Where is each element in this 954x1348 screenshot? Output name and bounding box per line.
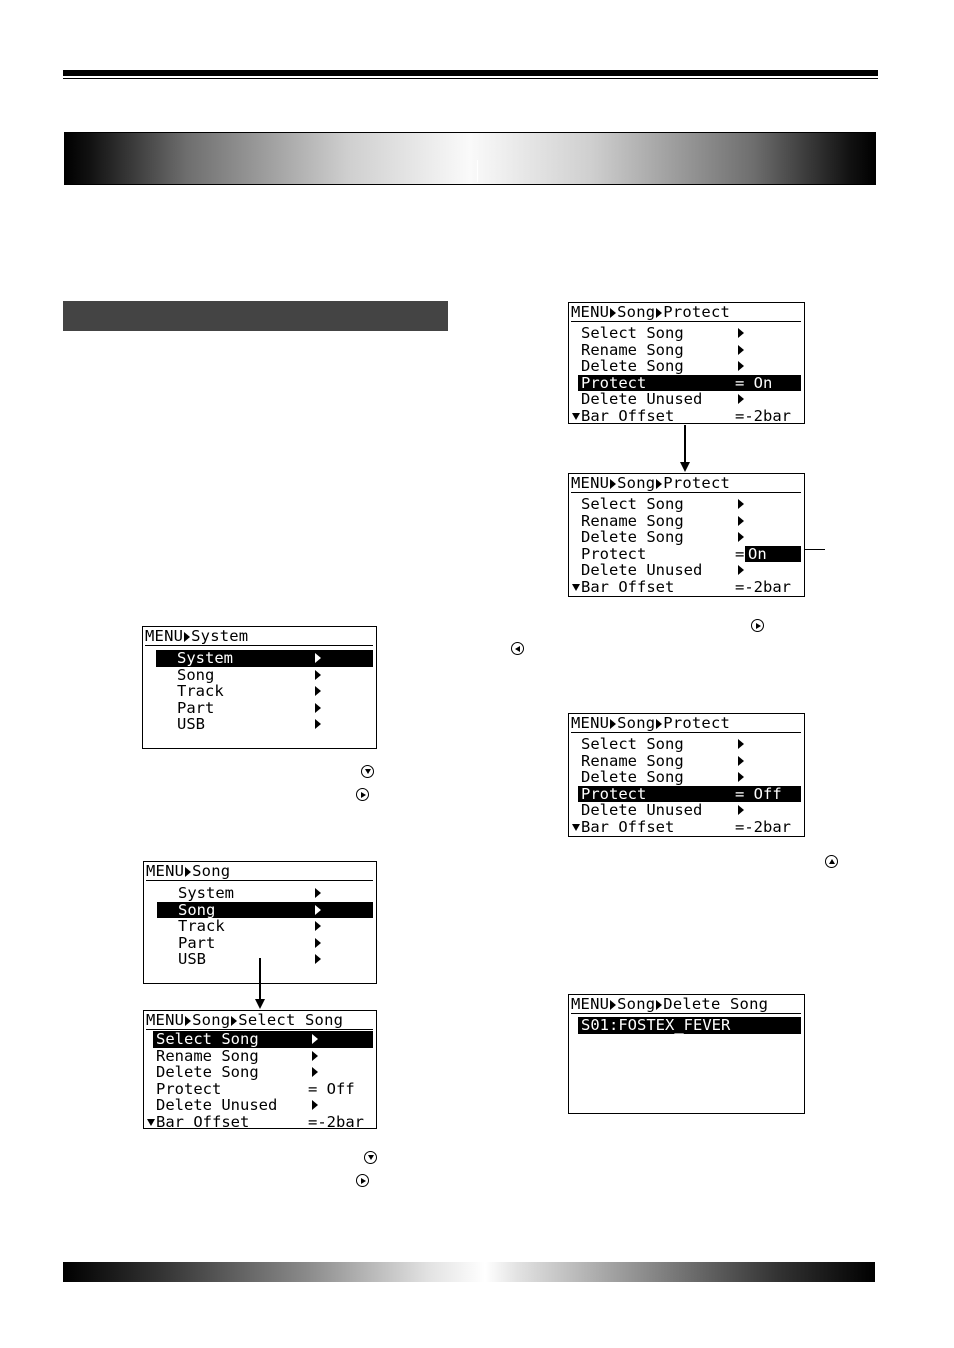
menu-item-label: Select Song — [581, 735, 684, 753]
path-separator-icon — [185, 867, 191, 877]
path-separator-icon — [656, 308, 662, 318]
menu-item-label: Part — [177, 698, 215, 717]
path-menu: MENU — [571, 303, 610, 322]
menu-item-track[interactable] — [156, 683, 373, 700]
menu-item-delete-song[interactable] — [578, 769, 801, 786]
menu-item-label: Song — [178, 900, 216, 919]
menu-item-label: Part — [178, 933, 216, 952]
menu-item-protect[interactable] — [578, 375, 801, 392]
lcd-header — [571, 996, 801, 1014]
menu-item-system[interactable] — [157, 885, 373, 902]
lcd-protect-edit-on — [568, 473, 805, 597]
menu-item-rename-song[interactable] — [153, 1048, 373, 1065]
menu-item-label: Select Song — [156, 1030, 259, 1048]
menu-item-delete-unused[interactable] — [578, 562, 801, 579]
menu-item-delete-unused[interactable] — [578, 802, 801, 819]
right-button-icon — [751, 619, 764, 632]
menu-item-usb[interactable] — [156, 716, 373, 733]
submenu-arrow-icon — [315, 954, 321, 964]
lcd-system-menu — [142, 626, 377, 749]
menu-item-label: Select Song — [581, 495, 684, 513]
menu-item-bar-offset[interactable] — [147, 1114, 373, 1131]
menu-item-label: Protect — [581, 544, 647, 563]
lcd-header — [146, 863, 373, 881]
bar-offset-value: =-2bar — [735, 406, 791, 425]
menu-item-label: Track — [177, 682, 224, 701]
menu-item-rename-song[interactable] — [578, 342, 801, 359]
menu-item-select-song[interactable] — [578, 325, 801, 342]
menu-item-label: USB — [178, 950, 206, 969]
section-heading-bar — [63, 301, 448, 331]
menu-item-delete-unused[interactable] — [578, 391, 801, 408]
menu-item-label: Delete Unused — [581, 390, 703, 409]
menu-item-label: Delete Song — [581, 357, 684, 376]
lcd-header — [571, 304, 801, 322]
banner-divider — [477, 160, 478, 182]
path-separator-icon — [656, 719, 662, 729]
menu-item-label: Track — [178, 917, 225, 936]
bar-offset-value: =-2bar — [735, 577, 791, 596]
path-menu: MENU — [145, 627, 184, 646]
path-separator-icon — [610, 719, 616, 729]
protect-value: = On — [735, 373, 773, 392]
path-delete-song: Delete Song — [663, 995, 769, 1014]
menu-item-label: Rename Song — [581, 751, 684, 770]
submenu-arrow-icon — [738, 756, 744, 766]
footer-bar — [63, 1262, 875, 1282]
submenu-arrow-icon — [315, 938, 321, 948]
down-button-icon — [361, 765, 374, 778]
menu-item-song[interactable] — [156, 667, 373, 684]
path-separator-icon — [610, 479, 616, 489]
scroll-down-icon — [572, 413, 580, 420]
flow-arrow-line — [259, 958, 261, 1000]
lcd-delete-song — [568, 994, 805, 1114]
scroll-down-icon — [572, 824, 580, 831]
bar-offset-value: =-2bar — [308, 1112, 364, 1131]
path-protect: Protect — [663, 303, 731, 322]
right-button-icon — [356, 788, 369, 801]
path-separator-icon — [231, 1016, 237, 1026]
lcd-header — [146, 1012, 373, 1030]
menu-item-rename-song[interactable] — [578, 513, 801, 530]
menu-item-label: Bar Offset — [581, 406, 675, 425]
left-button-icon — [511, 642, 524, 655]
top-rule — [63, 70, 878, 76]
protect-value-editing[interactable]: On — [745, 546, 801, 563]
menu-item-label: Protect — [581, 373, 647, 392]
protect-equals: = — [735, 544, 745, 563]
submenu-arrow-icon — [738, 394, 744, 404]
submenu-arrow-icon — [312, 1067, 318, 1077]
submenu-arrow-icon — [738, 516, 744, 526]
submenu-arrow-icon — [312, 1100, 318, 1110]
menu-item-delete-song[interactable] — [578, 529, 801, 546]
menu-item-usb[interactable] — [157, 951, 373, 968]
song-list-item[interactable] — [578, 1017, 801, 1034]
menu-item-delete-unused[interactable] — [153, 1097, 373, 1114]
menu-item-label: Delete Unused — [581, 561, 703, 580]
menu-item-label: System — [178, 884, 234, 902]
menu-item-bar-offset[interactable] — [572, 408, 801, 425]
submenu-arrow-icon — [738, 739, 744, 749]
menu-item-part[interactable] — [157, 935, 373, 952]
menu-item-protect[interactable] — [578, 786, 801, 803]
menu-item-delete-song[interactable] — [578, 358, 801, 375]
path-song: Song — [617, 714, 656, 733]
flow-arrow-head-icon — [255, 999, 265, 1009]
top-thin-rule — [63, 78, 878, 79]
down-button-icon — [364, 1151, 377, 1164]
submenu-arrow-icon — [315, 921, 321, 931]
menu-item-select-song[interactable] — [153, 1031, 373, 1048]
menu-item-rename-song[interactable] — [578, 753, 801, 770]
path-song: Song — [192, 862, 231, 881]
submenu-arrow-icon — [315, 703, 321, 713]
submenu-arrow-icon — [315, 888, 321, 898]
menu-item-song[interactable] — [157, 902, 373, 919]
path-protect: Protect — [663, 714, 731, 733]
menu-item-label: Protect — [581, 784, 647, 803]
menu-item-label: Bar Offset — [581, 577, 675, 596]
path-separator-icon — [610, 308, 616, 318]
path-separator-icon — [184, 632, 190, 642]
protect-value: = Off — [308, 1079, 355, 1098]
path-menu: MENU — [146, 862, 185, 881]
menu-item-label: Delete Unused — [581, 801, 703, 820]
submenu-arrow-icon — [738, 532, 744, 542]
menu-item-label: Select Song — [581, 324, 684, 342]
menu-item-label: Bar Offset — [156, 1112, 250, 1131]
path-menu: MENU — [146, 1011, 185, 1030]
path-menu: MENU — [571, 995, 610, 1014]
lcd-protect-menu-off — [568, 713, 805, 837]
menu-item-label: System — [177, 649, 233, 667]
title-banner — [64, 132, 876, 185]
path-select-song: Select Song — [238, 1011, 344, 1030]
path-song: Song — [617, 474, 656, 493]
submenu-arrow-icon — [738, 499, 744, 509]
lcd-header — [145, 628, 373, 646]
menu-item-label: Rename Song — [581, 340, 684, 359]
callout-line — [805, 549, 825, 550]
path-song: Song — [617, 303, 656, 322]
submenu-arrow-icon — [738, 805, 744, 815]
submenu-arrow-icon — [738, 565, 744, 575]
menu-item-label: USB — [177, 715, 205, 734]
song-name: S01:FOSTEX_FEVER — [581, 1016, 731, 1034]
scroll-down-icon — [147, 1119, 155, 1126]
protect-value: = Off — [735, 784, 782, 803]
menu-item-label: Protect — [156, 1079, 222, 1098]
path-system: System — [191, 627, 249, 646]
menu-item-part[interactable] — [156, 700, 373, 717]
lcd-header — [571, 715, 801, 733]
menu-item-label: Delete Unused — [156, 1096, 278, 1115]
menu-item-label: Song — [177, 665, 215, 684]
menu-item-protect[interactable] — [153, 1081, 373, 1098]
path-separator-icon — [610, 1000, 616, 1010]
path-menu: MENU — [571, 714, 610, 733]
menu-item-label: Delete Song — [581, 528, 684, 547]
submenu-arrow-icon — [315, 719, 321, 729]
menu-item-system[interactable] — [156, 650, 373, 667]
menu-item-bar-offset[interactable] — [572, 819, 801, 836]
submenu-arrow-icon — [315, 653, 321, 663]
lcd-header — [571, 475, 801, 493]
path-menu: MENU — [571, 474, 610, 493]
submenu-arrow-icon — [315, 670, 321, 680]
flow-arrow-head-icon — [680, 462, 690, 472]
submenu-arrow-icon — [738, 345, 744, 355]
bar-offset-value: =-2bar — [735, 817, 791, 836]
path-song: Song — [192, 1011, 231, 1030]
right-button-icon — [356, 1174, 369, 1187]
menu-item-label: Bar Offset — [581, 817, 675, 836]
submenu-arrow-icon — [315, 686, 321, 696]
submenu-arrow-icon — [738, 772, 744, 782]
path-protect: Protect — [663, 474, 731, 493]
path-separator-icon — [656, 1000, 662, 1010]
path-separator-icon — [656, 479, 662, 489]
submenu-arrow-icon — [312, 1051, 318, 1061]
submenu-arrow-icon — [315, 905, 321, 915]
submenu-arrow-icon — [738, 361, 744, 371]
menu-item-delete-song[interactable] — [153, 1064, 373, 1081]
submenu-arrow-icon — [312, 1034, 318, 1044]
menu-item-select-song[interactable] — [578, 496, 801, 513]
menu-item-track[interactable] — [157, 918, 373, 935]
lcd-select-song-menu — [143, 1010, 377, 1129]
menu-item-label: Delete Song — [581, 768, 684, 787]
path-separator-icon — [185, 1016, 191, 1026]
flow-arrow-line — [684, 425, 686, 463]
menu-item-bar-offset[interactable] — [572, 579, 801, 596]
path-song: Song — [617, 995, 656, 1014]
up-button-icon — [825, 855, 838, 868]
menu-item-label: Rename Song — [581, 511, 684, 530]
menu-item-protect[interactable] — [578, 546, 801, 563]
menu-item-select-song[interactable] — [578, 736, 801, 753]
menu-item-label: Rename Song — [156, 1046, 259, 1065]
lcd-protect-menu-on — [568, 302, 805, 424]
scroll-down-icon — [572, 584, 580, 591]
submenu-arrow-icon — [738, 328, 744, 338]
menu-item-label: Delete Song — [156, 1063, 259, 1082]
